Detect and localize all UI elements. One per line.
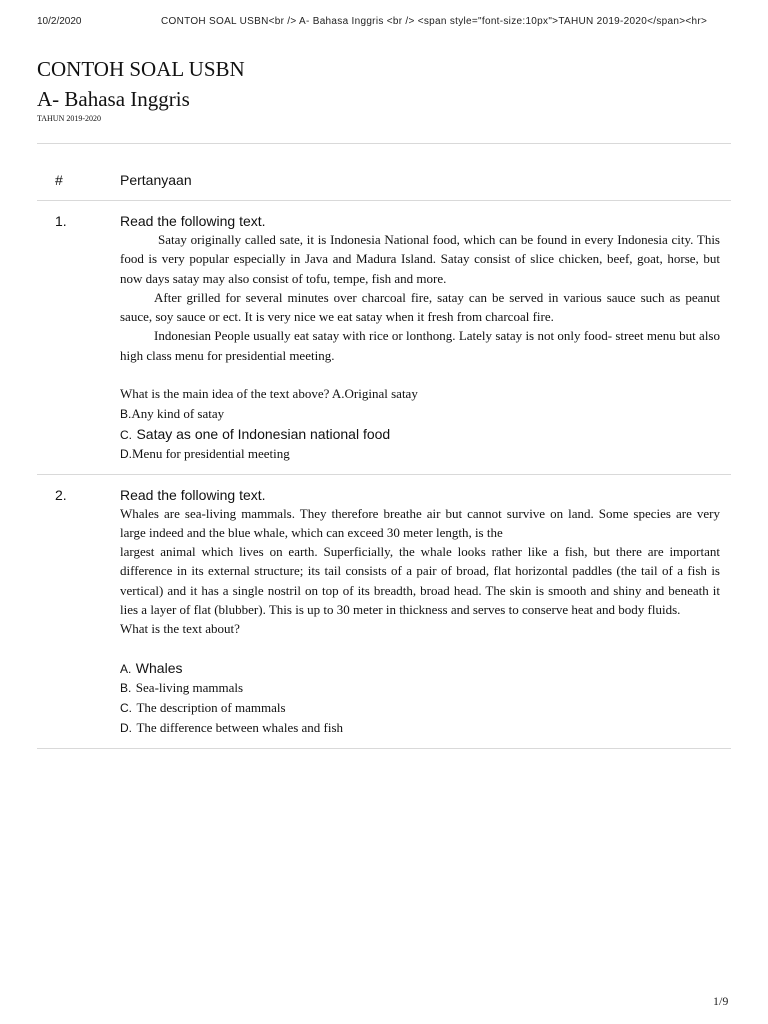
answer-option-c [120,698,720,718]
answer-option-b [120,404,720,424]
option-text: Any kind of satay [131,405,225,421]
passage-paragraph: largest animal which lives on earth. Superficially, the whale looks rather like a fish, but there are important difference in its external structure; its tail consists of a pair of broad, flat horizontal paddles (the tail of a fish is vertical) and it has a single nostril on top of its breadth, broad head. The skin is smooth and shiny and beneath it lies a layer of flat (blubber). This is up to 30 meter in thickness and serves to conserve heat and body fluids. [120,544,720,618]
passage-paragraph: Indonesian People usually eat satay with rice or lonthong. Lately satay is not only food- street menu but also high class menu for presidential meeting. [120,328,720,363]
option-text: The description of mammals [136,699,286,715]
question-prompt: What is the text about? [120,621,240,637]
option-text: Whales [135,659,183,676]
passage-paragraph: Satay originally called sate, it is Indonesia National food, which can be found in every Indonesia city. This food is very popular especially in Java and Madura Island. Satay consist of slice chicken, beef, goat, horse, but now days satay may also consist of tofu, tempe, fish and more. [120,232,720,286]
document-year: TAHUN 2019-2020 [37,114,102,123]
answer-option-d [120,444,720,464]
table-bottom-divider [37,748,731,749]
option-text: The difference between whales and fish [136,719,344,735]
option-text: Sea-living mammals [135,679,244,695]
print-header [37,16,731,30]
questions-table [37,143,731,749]
print-date: 10/2/2020 [37,16,82,27]
answer-option-c [120,424,720,444]
document-subtitle: A- Bahasa Inggris [37,87,190,111]
option-letter: D. [120,446,132,461]
header-question: Pertanyaan [120,172,192,188]
header-number: # [55,172,63,188]
option-text: Satay as one of Indonesian national food [136,425,391,442]
table-row-question-2 [37,475,731,748]
option-letter: C. [120,700,132,715]
print-title: CONTOH SOAL USBN<br /> A- Bahasa Inggris <br /> <span style="font-size:10px">TAHUN 2019-2020</span><hr> [161,16,708,27]
answer-option-b [120,678,720,698]
table-row-question-1 [37,201,731,474]
passage-paragraph: After grilled for several minutes over charcoal fire, satay can be served in various sauce such as peanut sauce, soy sauce or ect. It is very nice we eat satay when it fresh from charcoal fire. [120,289,720,325]
option-letter: D. [120,720,132,735]
table-header [37,144,731,200]
question-number: 2. [55,486,67,503]
document-title: CONTOH SOAL USBN [37,57,245,81]
option-text: Menu for presidential meeting [132,445,290,461]
answer-option-a [120,658,720,678]
question-content [120,475,720,748]
spacer [120,639,720,658]
option-letter: B. [120,406,132,421]
passage-paragraph: Whales are sea-living mammals. They therefore breathe air but cannot survive on land. Some species are very large indeed and the blue whale, which can exceed 30 meter length, is the [120,505,720,540]
option-letter: A. [120,661,132,676]
spacer [120,365,720,384]
question-number: 1. [55,213,67,229]
question-prompt: What is the main idea of the text above? A.Original satay [120,386,418,402]
option-letter: B. [120,680,132,695]
question-instruction: Read the following text. [120,486,266,503]
page-number: 1/9 [713,994,729,1008]
question-instruction: Read the following text. [120,213,266,229]
option-letter: C. [120,427,132,442]
answer-option-d [120,718,720,738]
question-content [120,201,720,474]
